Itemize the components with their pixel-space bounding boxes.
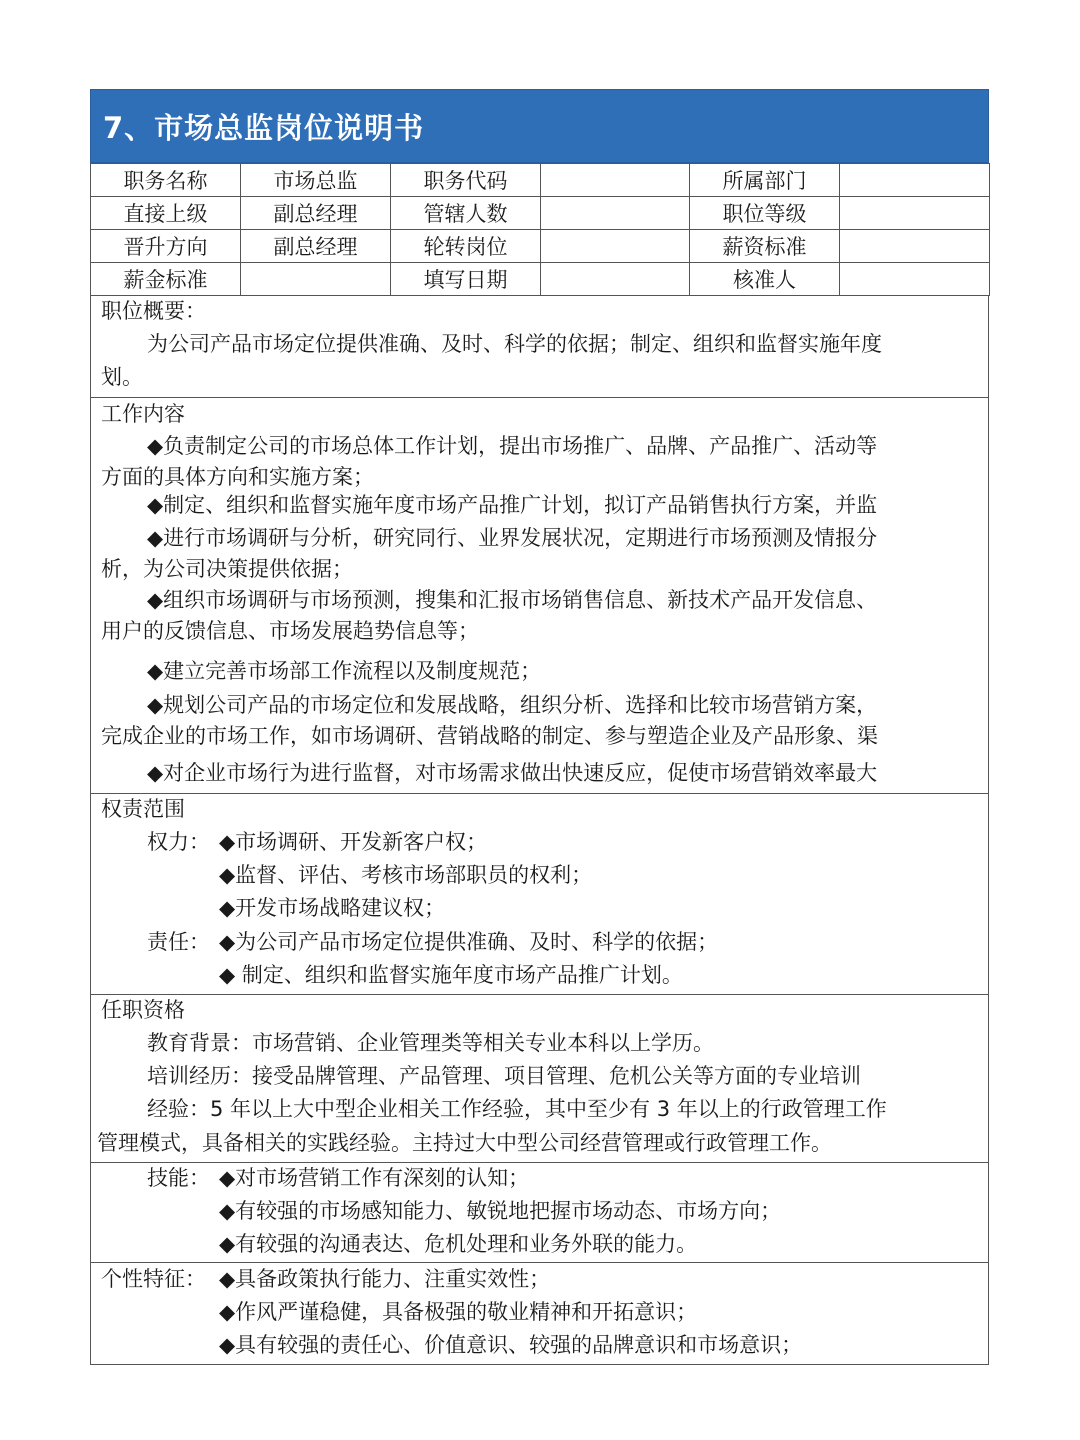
document-title: 7、市场总监岗位说明书 bbox=[90, 89, 989, 163]
job-description-document bbox=[90, 89, 989, 1365]
work-item: ◆负责制定公司的市场总体工作计划，提出市场推广、品牌、产品推广、活动等 bbox=[147, 434, 878, 458]
summary-section bbox=[90, 296, 989, 398]
power-item: ◆开发市场战略建议权； bbox=[219, 896, 446, 920]
trait-item: ◆作风严谨稳健，具备极强的敬业精神和开拓意识； bbox=[219, 1300, 698, 1324]
trait-item: ◆具有较强的责任心、价值意识、较强的品牌意识和市场意识； bbox=[219, 1333, 803, 1357]
duty-item: ◆ 制定、组织和监督实施年度市场产品推广计划。 bbox=[219, 963, 683, 987]
table-cell: 副总经理 bbox=[241, 230, 391, 263]
table-cell: 管辖人数 bbox=[391, 197, 541, 230]
table-cell: 晋升方向 bbox=[91, 230, 241, 263]
table-row bbox=[91, 263, 990, 296]
summary-heading: 职位概要： bbox=[101, 299, 206, 323]
work-item: 用户的反馈信息、市场发展趋势信息等； bbox=[101, 619, 479, 643]
authority-section bbox=[90, 794, 989, 995]
work-content-section bbox=[90, 398, 989, 794]
power-label: 权力： bbox=[147, 830, 210, 854]
table-cell: 核准人 bbox=[690, 263, 840, 296]
work-item: ◆制定、组织和监督实施年度市场产品推广计划，拟订产品销售执行方案，并监 bbox=[147, 493, 878, 517]
table-cell bbox=[840, 197, 990, 230]
table-cell bbox=[541, 263, 690, 296]
table-cell: 职位等级 bbox=[690, 197, 840, 230]
table-cell: 职务代码 bbox=[391, 164, 541, 197]
work-item: ◆建立完善市场部工作流程以及制度规范； bbox=[147, 659, 542, 683]
table-cell: 所属部门 bbox=[690, 164, 840, 197]
qualification-line: 管理模式，具备相关的实践经验。主持过大中型公司经营管理或行政管理工作。 bbox=[97, 1131, 832, 1155]
table-row bbox=[91, 164, 990, 197]
table-cell bbox=[840, 263, 990, 296]
qualification-line: 经验：5 年以上大中型企业相关工作经验，其中至少有 3 年以上的行政管理工作 bbox=[147, 1097, 887, 1121]
table-cell: 轮转岗位 bbox=[391, 230, 541, 263]
skill-item: ◆有较强的沟通表达、危机处理和业务外联的能力。 bbox=[219, 1232, 698, 1256]
work-item: ◆对企业市场行为进行监督，对市场需求做出快速反应，促使市场营销效率最大 bbox=[147, 761, 878, 785]
summary-line: 为公司产品市场定位提供准确、及时、科学的依据；制定、组织和监督实施年度 bbox=[147, 332, 882, 356]
traits-label: 个性特征： bbox=[101, 1267, 206, 1291]
duty-label: 责任： bbox=[147, 930, 210, 954]
skill-item: ◆有较强的市场感知能力、敏锐地把握市场动态、市场方向； bbox=[219, 1199, 782, 1223]
table-cell bbox=[840, 164, 990, 197]
power-item: ◆市场调研、开发新客户权； bbox=[219, 830, 488, 854]
work-item: ◆进行市场调研与分析，研究同行、业界发展状况，定期进行市场预测及情报分 bbox=[147, 526, 878, 550]
qualification-line: 教育背景：市场营销、企业管理类等相关专业本科以上学历。 bbox=[147, 1031, 714, 1055]
table-cell bbox=[541, 230, 690, 263]
job-info-table bbox=[90, 163, 990, 296]
qualification-heading: 任职资格 bbox=[101, 998, 185, 1022]
authority-heading: 权责范围 bbox=[101, 797, 185, 821]
table-cell bbox=[241, 263, 391, 296]
skill-item: ◆对市场营销工作有深刻的认知； bbox=[219, 1166, 530, 1190]
table-row bbox=[91, 197, 990, 230]
duty-item: ◆为公司产品市场定位提供准确、及时、科学的依据； bbox=[219, 930, 719, 954]
table-cell: 市场总监 bbox=[241, 164, 391, 197]
work-item: ◆规划公司产品的市场定位和发展战略，组织分析、选择和比较市场营销方案， bbox=[147, 693, 878, 717]
table-cell bbox=[541, 164, 690, 197]
skills-label: 技能： bbox=[147, 1166, 210, 1190]
work-item: 完成企业的市场工作，如市场调研、营销战略的制定、参与塑造企业及产品形象、渠 bbox=[101, 724, 878, 748]
table-cell bbox=[541, 197, 690, 230]
table-cell: 直接上级 bbox=[91, 197, 241, 230]
summary-line: 划。 bbox=[101, 365, 143, 389]
table-cell bbox=[840, 230, 990, 263]
table-cell: 薪金标准 bbox=[91, 263, 241, 296]
table-cell: 副总经理 bbox=[241, 197, 391, 230]
table-cell: 填写日期 bbox=[391, 263, 541, 296]
traits-section bbox=[90, 1263, 989, 1365]
skills-section bbox=[90, 1163, 989, 1263]
qualification-line: 培训经历：接受品牌管理、产品管理、项目管理、危机公关等方面的专业培训 bbox=[147, 1064, 861, 1088]
work-item: 析，为公司决策提供依据； bbox=[101, 557, 353, 581]
work-item: 方面的具体方向和实施方案； bbox=[101, 465, 374, 489]
work-item: ◆组织市场调研与市场预测，搜集和汇报市场销售信息、新技术产品开发信息、 bbox=[147, 588, 878, 612]
table-row bbox=[91, 230, 990, 263]
work-heading: 工作内容 bbox=[101, 402, 185, 426]
qualification-section bbox=[90, 995, 989, 1163]
trait-item: ◆具备政策执行能力、注重实效性； bbox=[219, 1267, 551, 1291]
power-item: ◆监督、评估、考核市场部职员的权利； bbox=[219, 863, 593, 887]
table-cell: 薪资标准 bbox=[690, 230, 840, 263]
table-cell: 职务名称 bbox=[91, 164, 241, 197]
